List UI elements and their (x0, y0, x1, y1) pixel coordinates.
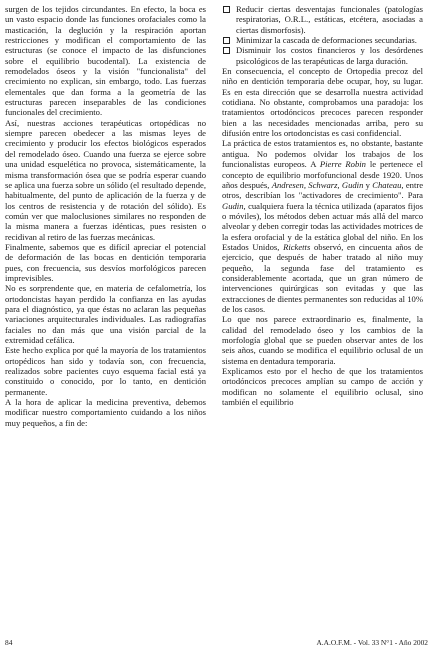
left-column (5, 4, 206, 428)
checkbox-square-icon (223, 47, 230, 54)
right-column (222, 4, 423, 407)
list-item: Reducir ciertas desventajas funcionales (patologías respiratorias, O.R.L., estáticas, etcétera, asociadas a ciertas dismorfosis). (222, 4, 423, 35)
list-item: Disminuir los costos financieros y los desórdenes psicológicos de las terapéuticas de larga duración. (222, 45, 423, 66)
paragraph: Así, nuestras acciones terapéuticas ortopédicas no siempre parecen obedecer a las mismas leyes de crecimiento y producir los efectos biológicos esperados del remodelado óseo. Cuando una fuerza se ejerce sobre una unidad esquelética no provoca, sistemáticamente, la misma transformación ósea que se podría esperar cuando se aplica una fuerza sobre un sólido (el resultado depende, habitualmente, del punto de aplicación de la fuerza y de los centros de resistencia y de rotación del sólido). Es común ver que maloclusiones similares no responden de la misma manera a fuerzas idénticas, pues resisten o recidivan al retiro de las fuerzas mecánicas. (5, 117, 206, 242)
paragraph: Este hecho explica por qué la mayoría de los tratamientos ortopédicos han sido y todavía son, con frecuencia, realizados sobre pacientes cuyo esquema facial está ya constituido o conocido, por lo tanto, en dentición permanente. (5, 345, 206, 397)
author-name: Andresen, Schwarz, Gudin (271, 179, 364, 190)
objectives-list (222, 4, 423, 66)
list-item: Minimizar la cascada de deformaciones secundarias. (222, 35, 423, 45)
paragraph: surgen de los tejidos circundantes. En efecto, la boca es un vasto espacio donde las funciones orofaciales como la masticación, la deglución y la respiración aportan restricciones y modifican el comportamiento de las estructuras (se conoce el impacto de las disfunciones sobre el equilibrio bucodental). La existencia de remodelados óseos y la visión "funcionalista" del crecimiento no explican, sin embargo, todo. Las fuerzas elementales que dan forma a la geometría de las estructuras parecen inseparables de las condiciones funcionales del crecimiento. (5, 4, 206, 118)
paragraph: En consecuencia, el concepto de Ortopedia precoz del niño en dentición temporaria debe ocupar, hoy, su lugar. Es en esta dirección que se desarrolla nuestra actividad cotidiana. No obstante, comprobamos una paradoja: los tratamientos ortodóncicos precoces parecen responder bien a las necesidades mencionadas arriba, pero su difusión entre los ortodoncistas es casi confidencial. (222, 66, 423, 139)
paragraph: A la hora de aplicar la medicina preventiva, debemos modificar nuestro comportamiento cuidando a los niños muy pequeños, a fin de: (5, 397, 206, 428)
checkbox-square-icon (223, 37, 230, 44)
checkbox-square-icon (223, 6, 230, 13)
paragraph: La práctica de estos tratamientos es, no obstante, bastante antigua. No podemos olvidar los trabajos de los funcionalistas europeos. A Pierre Robin le pertenece el concepto de equilibrio morfofuncional desde 1920. Unos años después, Andresen, Schwarz, Gudin y Chateau, entre otros, describían los "activadores de crecimiento". Para Gudin, cualquiera fuera la técnica utilizada (aparatos fijos o móviles), los métodos deben actuar más allá del marco alveolar y deben corregir todas las actividades motrices de la esfera orofacial y de la estática global del niño. En los Estados Unidos, Ricketts observó, en cincuenta años de ejercicio, que después de haber tratado al niño muy pequeño, la segunda fase del tratamiento es considerablemente acortada, que un gran número de intervenciones quirúrgicas son evitadas y que las extracciones de dientes permanentes son reducidas al 10% de los casos. (222, 138, 424, 314)
paragraph: Explicamos esto por el hecho de que los tratamientos ortodóncicos precoces amplían su campo de acción y modifican no solamente el equilibrio oclusal, sino también el equilibrio (222, 366, 423, 408)
author-name: Gudin (222, 200, 244, 211)
paragraph: No es sorprendente que, en materia de cefalometría, los ortodoncistas hayan perdido la confianza en las ayudas para el diagnóstico, ya que éstas no aclaran las pequeñas variaciones arquitecturales individuales. Las radiografías faciales no dan más que una visión parcial de la extremidad cefálica. (5, 283, 206, 345)
paragraph: Lo que nos parece extraordinario es, finalmente, la calidad del remodelado óseo y los cambios de la morfología global que se pueden observar antes de los seis años, cuando se modifica el equilibrio oclusal de un sistema en dentadura temporaria. (222, 314, 423, 366)
author-name: Chateau (372, 179, 402, 190)
author-name: Pierre Robin (319, 159, 366, 170)
page-number: 84 (5, 638, 13, 647)
author-name: Ricketts (283, 241, 311, 252)
journal-citation: A.A.O.F.M. - Vol. 33 N°1 - Año 2002 (316, 638, 428, 647)
paragraph: Finalmente, sabemos que es difícil apreciar el potencial de deformación de las bocas en dentición temporaria pues, con frecuencia, sus desvíos morfológicos parecen imprevisibles. (5, 241, 206, 283)
